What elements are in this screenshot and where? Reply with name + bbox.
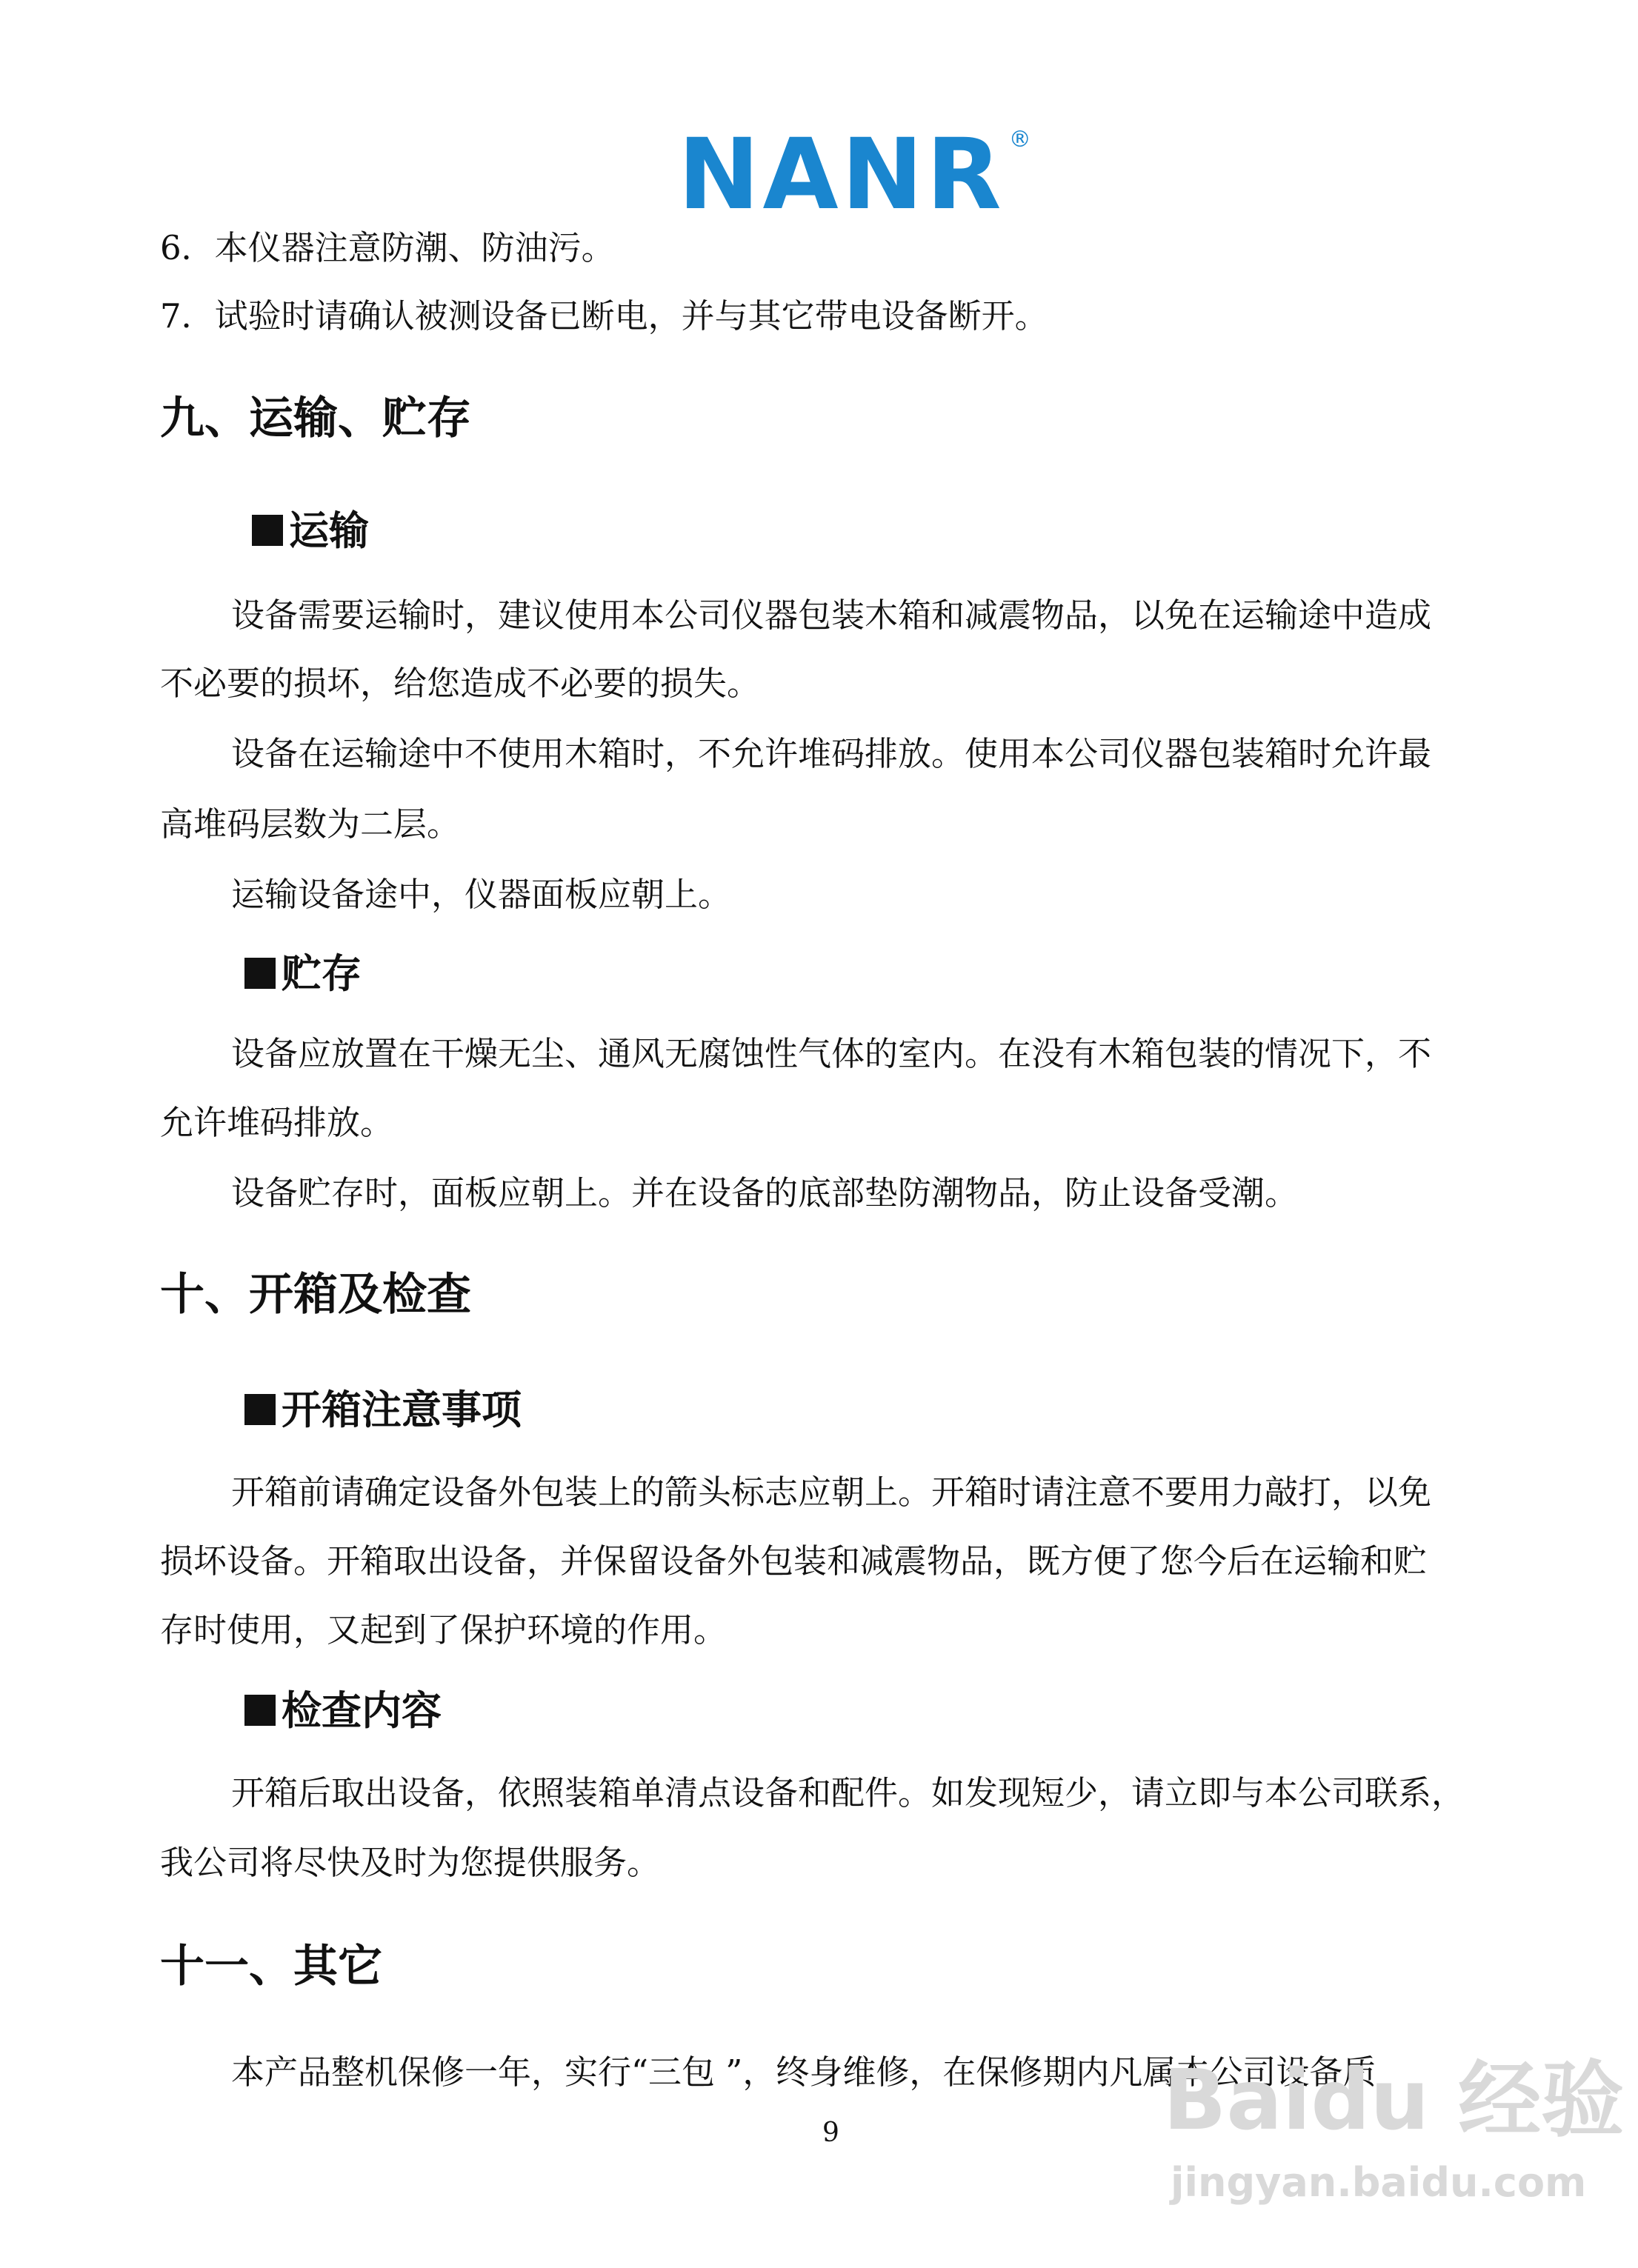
paragraph-line: 设备贮存时，面板应朝上。并在设备的底部垫防潮物品，防止设备受潮。 [231,1173,1299,1213]
paragraph-line: 设备应放置在干燥无尘、通风无腐蚀性气体的室内。在没有木箱包装的情况下，不 [231,1034,1432,1073]
paragraph-line: 存时使用，又起到了保护环境的作用。 [160,1610,728,1650]
paragraph-line: 设备在运输途中不使用木箱时，不允许堆码排放。使用本公司仪器包装箱时允许最 [231,734,1432,773]
paragraph-line: 运输设备途中，仪器面板应朝上。 [231,875,732,914]
square-bullet-icon [244,1695,276,1726]
paragraph-line: 设备需要运输时，建议使用本公司仪器包装木箱和减震物品，以免在运输途中造成 [231,596,1432,635]
paragraph-line: 允许堆码排放。 [160,1103,394,1142]
square-bullet-icon [244,958,276,989]
logo-text: NANR [678,118,1005,232]
section-heading: 九、运输、贮存 [160,393,471,444]
section-heading: 十一、其它 [160,1941,382,1992]
subsection-heading: 运输 [252,511,369,551]
subsection-heading: 贮存 [244,954,362,994]
paragraph-line: 本产品整机保修一年，实行“三包 ”，终身维修，在保修期内凡属本公司设备质 [231,2052,1376,2092]
brand-logo [678,118,1034,232]
section-heading: 十、开箱及检查 [160,1269,471,1321]
square-bullet-icon [252,515,283,546]
paragraph-line: 开箱后取出设备，依照装箱单清点设备和配件。如发现短少，请立即与本公司联系， [231,1773,1465,1812]
baidu-watermark [1156,2044,1625,2237]
paragraph-line: 不必要的损坏，给您造成不必要的损失。 [160,664,761,703]
watermark-url: jingyan.baidu.com [1171,2159,1587,2206]
list-item: 7．试验时请确认被测设备已断电，并与其它带电设备断开。 [160,296,1048,336]
watermark-main: Baidu 经验 [1163,2052,1625,2149]
list-item: 6．本仪器注意防潮、防油污。 [160,228,615,267]
registered-mark-icon: ® [1008,127,1034,153]
page-number: 9 [822,2118,839,2148]
paragraph-line: 我公司将尽快及时为您提供服务。 [160,1843,661,1882]
paragraph-line: 损坏设备。开箱取出设备，并保留设备外包装和减震物品，既方便了您今后在运输和贮 [160,1541,1428,1581]
paragraph-line: 开箱前请确定设备外包装上的箭头标志应朝上。开箱时请注意不要用力敲打，以免 [231,1472,1432,1512]
subsection-heading: 开箱注意事项 [244,1390,522,1430]
square-bullet-icon [244,1394,276,1425]
paragraph-line: 高堆码层数为二层。 [160,804,461,844]
subsection-heading: 检查内容 [244,1691,442,1731]
